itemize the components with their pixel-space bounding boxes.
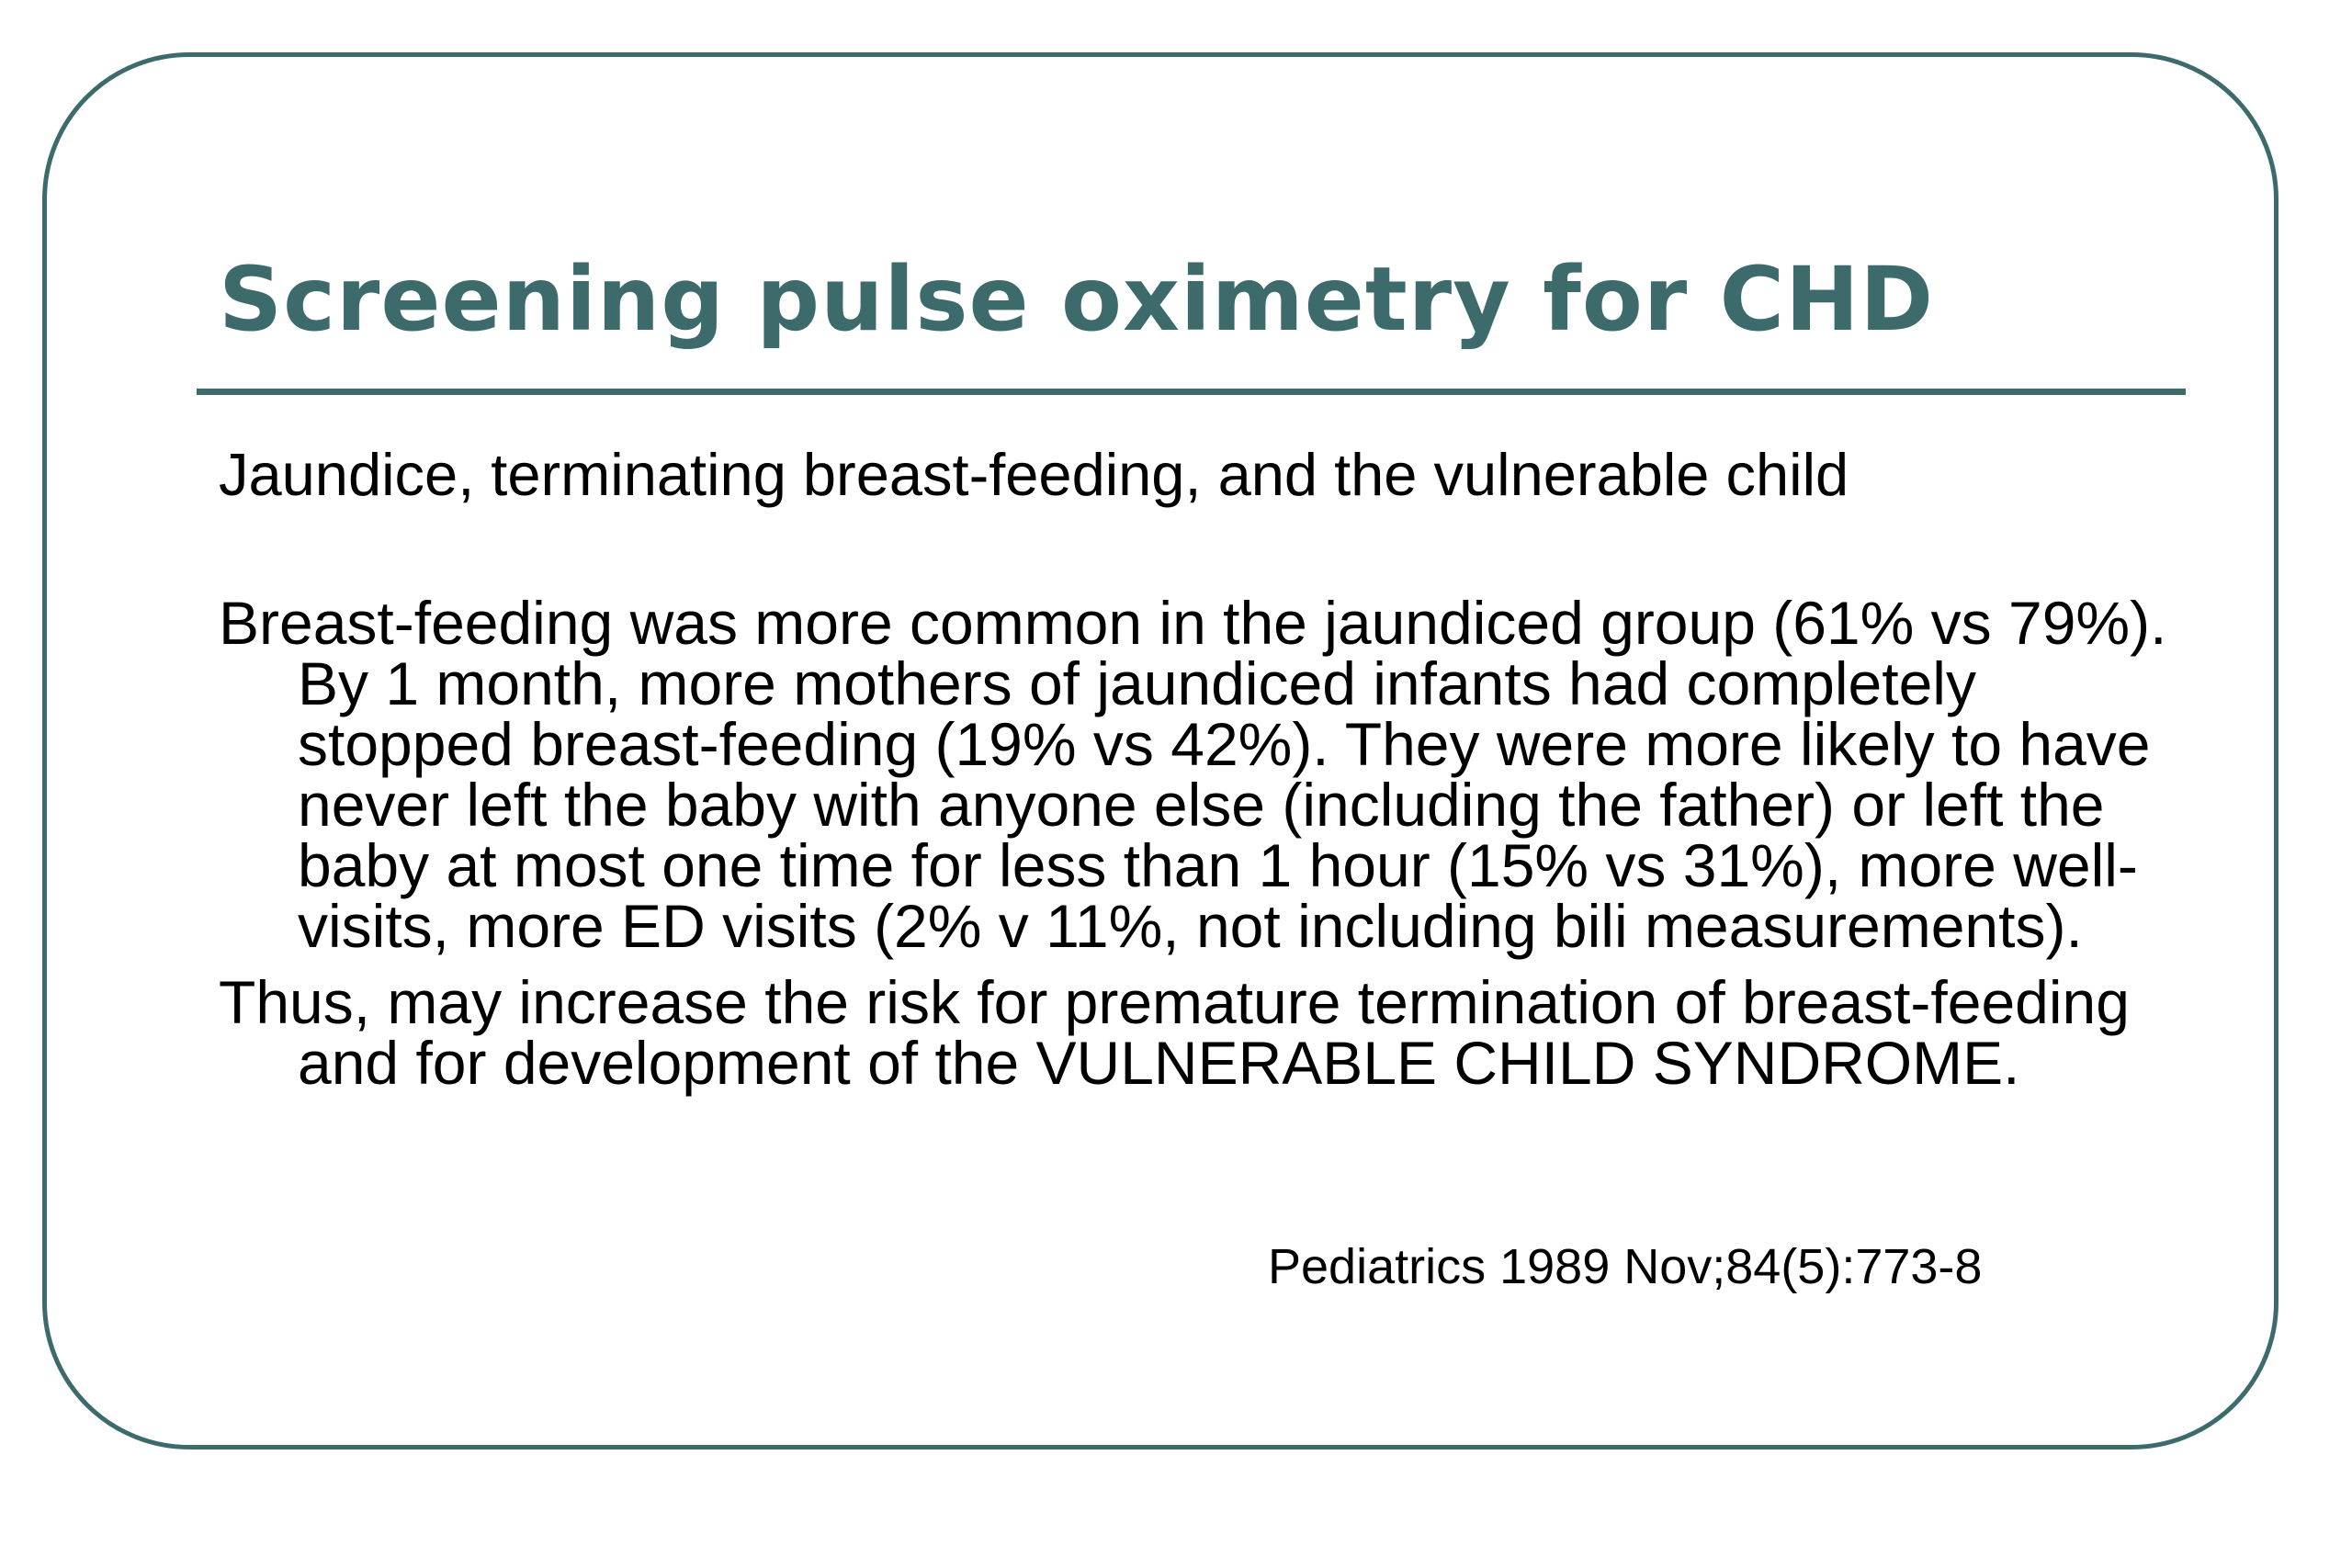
slide-title: Screening pulse oximetry for CHD xyxy=(219,248,1935,351)
citation: Pediatrics 1989 Nov;84(5):773-8 xyxy=(1268,1239,1983,1294)
title-divider xyxy=(197,389,2186,395)
slide-subtitle: Jaundice, terminating breast-feeding, and the vulnerable child xyxy=(219,441,1849,508)
body-paragraph-findings: Breast-feeding was more common in the jaundiced group (61% vs 79%). By 1 month, more mothers of jaundiced infants had completely stopped breast-feeding (19% vs 42%). They were more likely to have never left the baby with anyone else (including the father) or left the baby at most one time for less than 1 hour (15% vs 31%), more well-visits, more ED visits (2% v 11%, not including bili measurements). xyxy=(219,589,2167,960)
slide-body xyxy=(219,589,2203,1109)
body-paragraph-conclusion: Thus, may increase the risk for premature termination of breast-feeding and for development of the VULNERABLE CHILD SYNDROME. xyxy=(219,968,2130,1097)
